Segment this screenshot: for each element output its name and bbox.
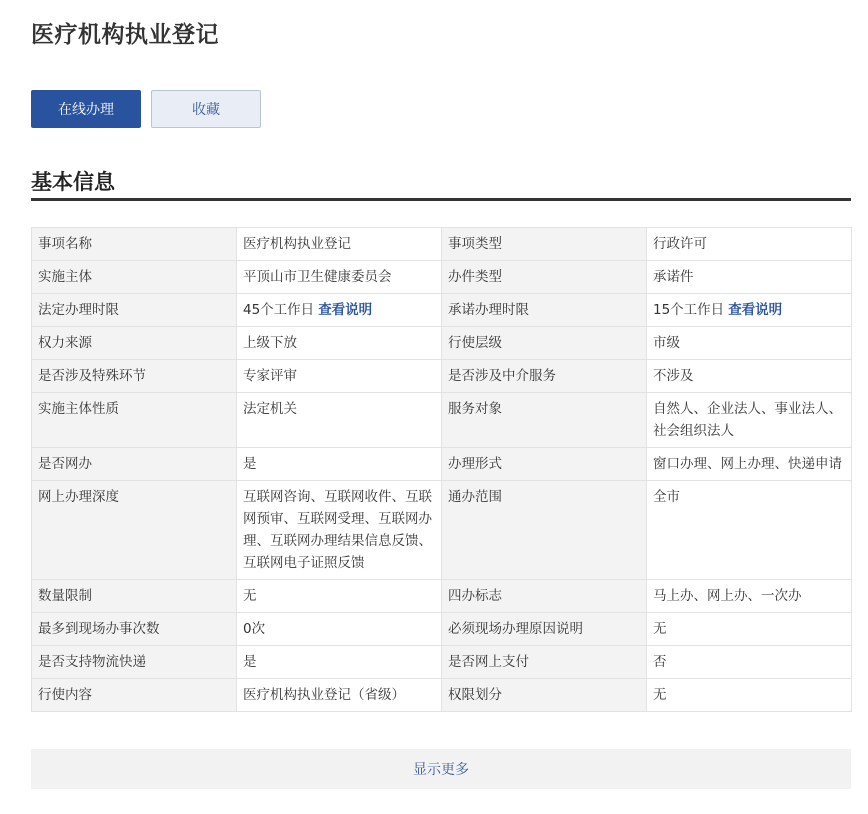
field-value: 上级下放 bbox=[237, 327, 442, 360]
field-label: 行使内容 bbox=[32, 679, 237, 712]
field-value: 无 bbox=[647, 613, 852, 646]
field-value: 医疗机构执业登记（省级） bbox=[237, 679, 442, 712]
field-value: 专家评审 bbox=[237, 360, 442, 393]
field-label: 通办范围 bbox=[442, 481, 647, 580]
field-label: 是否网办 bbox=[32, 448, 237, 481]
field-label: 必须现场办理原因说明 bbox=[442, 613, 647, 646]
field-value: 不涉及 bbox=[647, 360, 852, 393]
table-row bbox=[32, 294, 852, 327]
field-value: 全市 bbox=[647, 481, 852, 580]
page-title: 医疗机构执业登记 bbox=[31, 22, 219, 48]
table-row bbox=[32, 646, 852, 679]
table-row bbox=[32, 580, 852, 613]
field-label: 法定办理时限 bbox=[32, 294, 237, 327]
table-row bbox=[32, 448, 852, 481]
online-apply-button[interactable]: 在线办理 bbox=[31, 90, 141, 128]
field-label: 数量限制 bbox=[32, 580, 237, 613]
field-value: 窗口办理、网上办理、快递申请 bbox=[647, 448, 852, 481]
field-value: 医疗机构执业登记 bbox=[237, 228, 442, 261]
field-label: 是否支持物流快递 bbox=[32, 646, 237, 679]
field-value: 无 bbox=[647, 679, 852, 712]
table-row bbox=[32, 327, 852, 360]
table-row bbox=[32, 613, 852, 646]
view-explanation-link[interactable]: 查看说明 bbox=[728, 302, 783, 318]
field-value: 是 bbox=[237, 448, 442, 481]
field-label: 办理形式 bbox=[442, 448, 647, 481]
field-label: 网上办理深度 bbox=[32, 481, 237, 580]
field-label: 行使层级 bbox=[442, 327, 647, 360]
table-row bbox=[32, 228, 852, 261]
field-value: 无 bbox=[237, 580, 442, 613]
field-value: 法定机关 bbox=[237, 393, 442, 448]
section-divider bbox=[31, 198, 851, 201]
table-row bbox=[32, 360, 852, 393]
field-value: 45个工作日 bbox=[243, 302, 315, 318]
field-label: 实施主体性质 bbox=[32, 393, 237, 448]
field-label: 最多到现场办事次数 bbox=[32, 613, 237, 646]
view-explanation-link[interactable]: 查看说明 bbox=[318, 302, 373, 318]
table-row bbox=[32, 481, 852, 580]
field-label: 事项类型 bbox=[442, 228, 647, 261]
field-label: 四办标志 bbox=[442, 580, 647, 613]
field-label: 办件类型 bbox=[442, 261, 647, 294]
table-row bbox=[32, 393, 852, 448]
field-label: 是否网上支付 bbox=[442, 646, 647, 679]
field-label: 权限划分 bbox=[442, 679, 647, 712]
field-label: 权力来源 bbox=[32, 327, 237, 360]
field-value: 是 bbox=[237, 646, 442, 679]
field-value: 否 bbox=[647, 646, 852, 679]
field-value-cell bbox=[647, 294, 852, 327]
field-label: 是否涉及中介服务 bbox=[442, 360, 647, 393]
field-value: 0次 bbox=[237, 613, 442, 646]
field-value: 马上办、网上办、一次办 bbox=[647, 580, 852, 613]
field-value: 承诺件 bbox=[647, 261, 852, 294]
field-value: 自然人、企业法人、事业法人、社会组织法人 bbox=[647, 393, 852, 448]
field-label: 承诺办理时限 bbox=[442, 294, 647, 327]
field-label: 事项名称 bbox=[32, 228, 237, 261]
field-value: 平顶山市卫生健康委员会 bbox=[237, 261, 442, 294]
show-more-button[interactable]: 显示更多 bbox=[31, 749, 851, 789]
basic-info-table bbox=[31, 227, 852, 712]
field-value-cell bbox=[237, 294, 442, 327]
field-value: 互联网咨询、互联网收件、互联网预审、互联网受理、互联网办理、互联网办理结果信息反馈、互联网电子证照反馈 bbox=[237, 481, 442, 580]
table-row bbox=[32, 261, 852, 294]
table-row bbox=[32, 679, 852, 712]
field-label: 服务对象 bbox=[442, 393, 647, 448]
section-title: 基本信息 bbox=[31, 170, 115, 194]
field-label: 实施主体 bbox=[32, 261, 237, 294]
field-value: 市级 bbox=[647, 327, 852, 360]
field-label: 是否涉及特殊环节 bbox=[32, 360, 237, 393]
field-value: 行政许可 bbox=[647, 228, 852, 261]
field-value: 15个工作日 bbox=[653, 302, 725, 318]
favorite-button[interactable]: 收藏 bbox=[151, 90, 261, 128]
